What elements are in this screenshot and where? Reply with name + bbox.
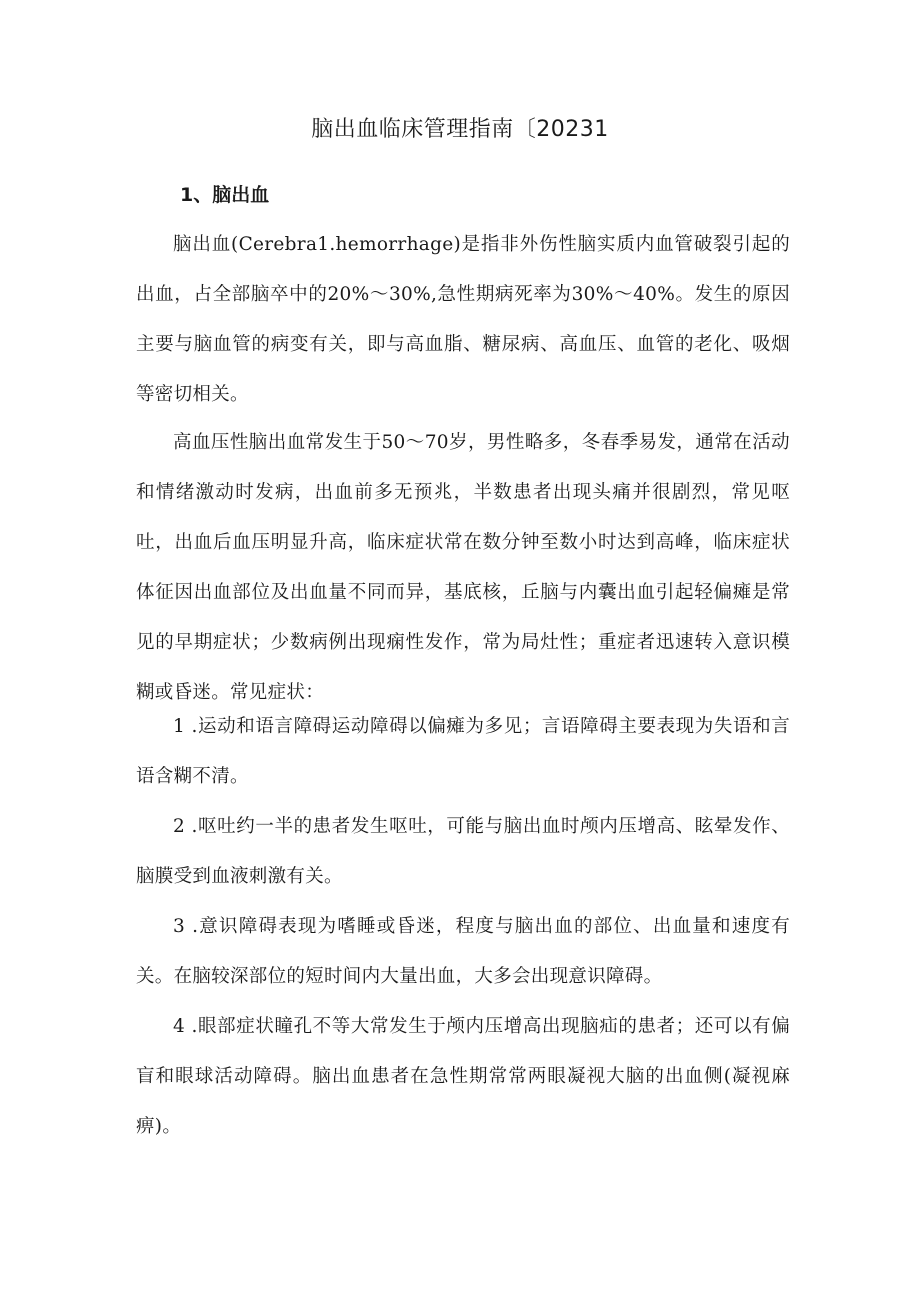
list-item-symptom-eye: 4 .眼部症状瞳孔不等大常发生于颅内压增高出现脑疝的患者；还可以有偏盲和眼球活动障碍。脑出血患者在急性期常常两眼凝视大脑的出血侧(凝视麻痹)。 bbox=[136, 1016, 790, 1137]
paragraph-definition: 脑出血(Cerebra1.hemorrhage)是指非外伤性脑实质内血管破裂引起的出血，占全部脑卒中的20%～30%,急性期病死率为30%～40%。发生的原因主要与脑血管的病变有关，即与高血脂、糖尿病、高血压、血管的老化、吸烟等密切相关。 bbox=[136, 234, 790, 405]
list-item-symptom-vomiting: 2 .呕吐约一半的患者发生呕吐，可能与脑出血时颅内压增高、眩晕发作、脑膜受到血液刺激有关。 bbox=[136, 816, 790, 887]
list-item-symptom-consciousness: 3 .意识障碍表现为嗜睡或昏迷，程度与脑出血的部位、出血量和速度有关。在脑较深部位的短时间内大量出血，大多会出现意识障碍。 bbox=[136, 916, 790, 987]
document-title: 脑出血临床管理指南〔20231 bbox=[311, 117, 609, 142]
paragraph-clinical-features: 高血压性脑出血常发生于50～70岁，男性略多，冬春季易发，通常在活动和情绪激动时发病，出血前多无预兆，半数患者出现头痛并很剧烈，常见呕吐，出血后血压明显升高，临床症状常在数分钟至数小时达到高峰，临床症状体征因出血部位及出血量不同而异，基底核，丘脑与内囊出血引起轻偏瘫是常见的早期症状；少数病例出现痫性发作，常为局灶性；重症者迅速转入意识模糊或昏迷。常见症状： bbox=[136, 432, 790, 703]
section-heading: 1、脑出血 bbox=[180, 184, 270, 206]
list-item-symptom-motor-language: 1 .运动和语言障碍运动障碍以偏瘫为多见；言语障碍主要表现为失语和言语含糊不清。 bbox=[136, 716, 790, 787]
